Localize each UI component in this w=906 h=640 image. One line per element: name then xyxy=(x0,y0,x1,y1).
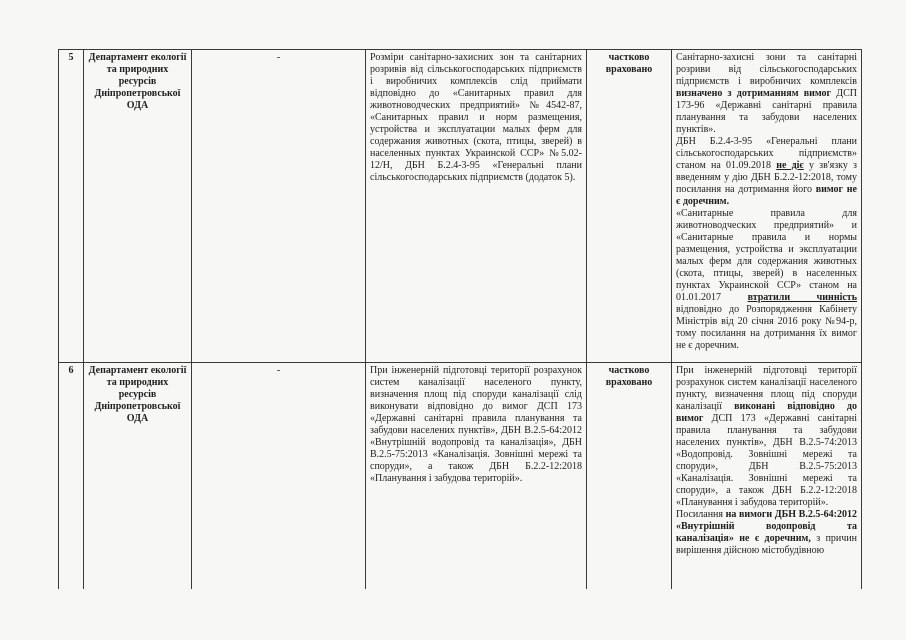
department-name: Департамент екології та природних ресурсів Дніпропетровської ОДА xyxy=(84,50,192,363)
page-bottom-margin xyxy=(0,589,906,640)
status-text: частково враховано xyxy=(587,50,672,363)
row-number: 5 xyxy=(59,50,84,363)
table-row xyxy=(59,50,862,363)
row-number: 6 xyxy=(59,363,84,598)
comments-table xyxy=(58,49,862,598)
conclusion-text: При інженерній підготовці території розрахунок систем каналізації населеного пункту, визначення площ під споруди каналізації виконані відповідно до вимог ДСП 173 «Державні санітарні правила планування та забудови населених пунктів», ДБН В.2.5-74:2013 «Водопровід. Зовнішні мережі та споруди», ДБН В.2.5-75:2013 «Каналізація. Зовнішні мережі та споруди», а також ДБН Б.2.2-12:2018 «Планування і забудова територій». Посилання на вимоги ДБН В.2.5-64:2012 «Внутрішній водопровід та каналізація» не є доречним, з причин вирішення дійсною містобудівною xyxy=(672,363,862,598)
status-text: частково враховано xyxy=(587,363,672,598)
proposal-text: При інженерній підготовці території розрахунок систем каналізації населеного пункту, визначення площ під споруди каналізації слід виконувати відповідно до вимог ДСП 173 «Державні санітарні правила планування та забудови населених пунктів», ДБН В.2.5-64:2012 «Внутрішній водопровід та каналізація», ДБН В.2.5-75:2013 «Каналізація. Зовнішні мережі та споруди», а також ДБН Б.2.2-12:2018 «Планування і забудова територій». xyxy=(366,363,587,598)
proposal-text: Розміри санітарно-захисних зон та санітарних розривів від сільськогосподарських підприємств і виробничих комплексів слід приймати відповідно до «Санитарных правил для животноводческих предприятий» №4542-87, «Санитарных правил и норм размещения, устройства и эксплуатации малых ферм для содержания животных (скота, птицы, зверей) в населенных пунктах Украинской ССР» №5.02-12/Н, ДБН Б.2.4-3-95 «Генеральні плани сільськогосподарських підприємств (додаток 5). xyxy=(366,50,587,363)
table-row xyxy=(59,363,862,598)
conclusion-text: Санітарно-захисні зони та санітарні розриви від сільськогосподарських підприємств і виробничих комплексів визначено з дотриманням вимог ДСП 173-96 «Державні санітарні правила планування та забудови населених пунктів». ДБН Б.2.4-3-95 «Генеральні плани сільськогосподарських підприємств» станом на 01.09.2018 не діє у зв'язку з введенням у дію ДБН Б.2.2-12:2018, тому посилання на дотримання його вимог не є доречним. «Санитарные правила для животноводческих предприятий» и «Санитарные правила и нормы размещения, устройства и эксплуатации малых ферм для содержания животных (скота, птицы, зверей) в населенных пунктах Украинской ССР» станом на 01.01.2017 втратили чинність відповідно до Розпорядження Кабінету Міністрів від 20 січня 2016 року №94-р, тому посилання на дотримання їх вимог не є доречним. xyxy=(672,50,862,363)
note-dash: - xyxy=(192,363,366,598)
department-name: Департамент екології та природних ресурсів Дніпропетровської ОДА xyxy=(84,363,192,598)
note-dash: - xyxy=(192,50,366,363)
